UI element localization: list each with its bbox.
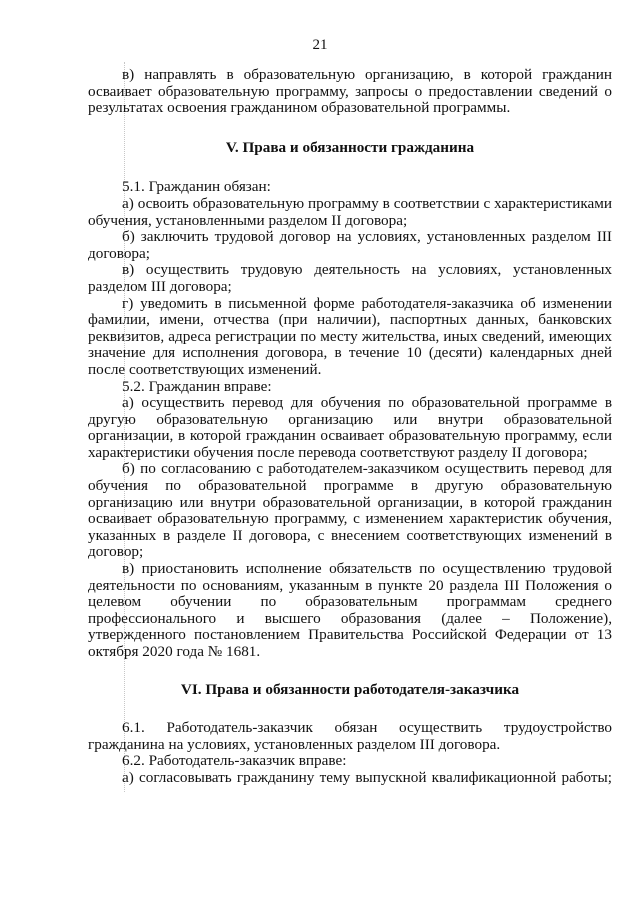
- page-number: 21: [312, 37, 328, 53]
- clause-6-2: 6.2. Работодатель-заказчик вправе:: [122, 752, 347, 770]
- clause-5-2: 5.2. Гражданин вправе:: [122, 377, 272, 395]
- clause-5-1: 5.1. Гражданин обязан:: [122, 178, 271, 196]
- clause-5-1-b: б) заключить трудовой договор на условиях, установленных разделом III договора;: [88, 228, 612, 262]
- section-6-heading: VI. Права и обязанности работодателя-заказчика: [180, 680, 520, 698]
- clause-5-2-a: а) осуществить перевод для обучения по образовательной программе в другую образовательную организацию или внутри образовательной организации, в которой гражданин осваивает образовательную программу, если характеристики обучения после перевода соответствуют разделу II договора;: [88, 394, 612, 461]
- clause-5-2-b: б) по согласованию с работодателем-заказчиком осуществить перевод для обучения по образовательной программе в другую образовательную организацию или внутри образовательной организации, в которой гражданин осваивает образовательную программу, с изменением характеристик обучения, указанных в разделе II договора, с внесением соответствующих изменений в договор;: [88, 460, 612, 561]
- clause-6-2-a: а) согласовывать гражданину тему выпускной квалификационной работы;: [122, 768, 612, 786]
- clause-5-1-c: в) осуществить трудовую деятельность на условиях, установленных разделом III договора;: [88, 261, 612, 295]
- clause-5-2-c: в) приостановить исполнение обязательств по осуществлению трудовой деятельности по основаниям, указанным в пункте 20 раздела III Положения о целевом обучении по образовательным программам среднего профессионального и высшего образования (далее – Положение), утвержденного постановлением Правительства Российской Федерации от 13 октября 2020 года № 1681.: [88, 560, 612, 660]
- section-5-heading: V. Права и обязанности гражданина: [225, 138, 475, 156]
- clause-5-1-d: г) уведомить в письменной форме работодателя-заказчика об изменении фамилии, имени, отчества (при наличии), паспортных данных, банковских реквизитов, адреса регистрации по месту жительства, иных сведений, имеющих значение для исполнения договора, в течение 10 (десяти) календарных дней после соответствующих изменений.: [88, 294, 612, 378]
- clause-6-1: 6.1. Работодатель-заказчик обязан осуществить трудоустройство гражданина на условиях, установленных разделом III договора.: [88, 719, 612, 753]
- intro-paragraph: в) направлять в образовательную организацию, в которой гражданин осваивает образовательную программу, запросы о предоставлении сведений о результатах освоения гражданином образовательной программы.: [88, 66, 612, 117]
- document-body: [88, 67, 612, 787]
- clause-5-1-a: а) освоить образовательную программу в соответствии с характеристиками обучения, установленными разделом II договора;: [88, 194, 612, 229]
